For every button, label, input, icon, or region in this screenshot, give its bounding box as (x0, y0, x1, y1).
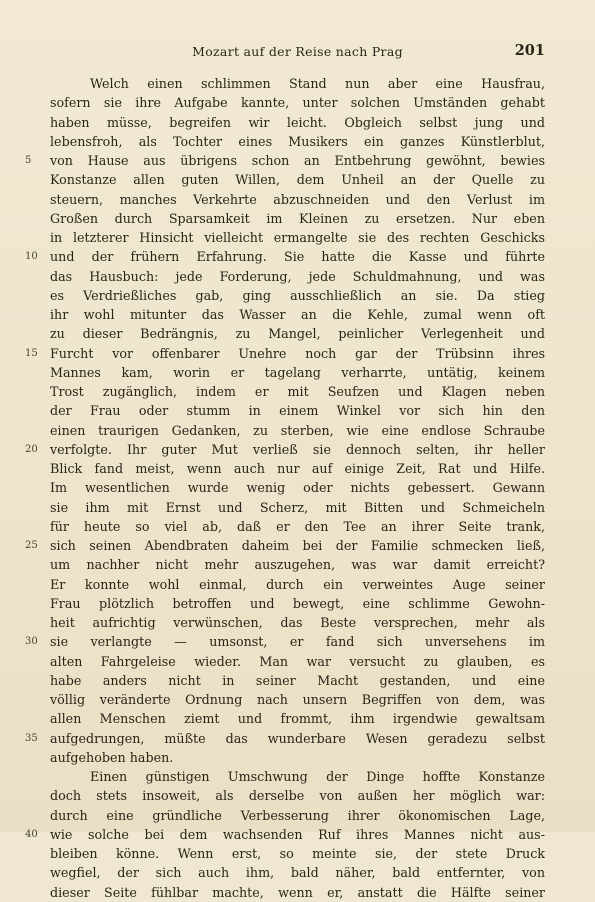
text-line: heit aufrichtig verwünschen, das Beste versprechen, mehr als (50, 615, 545, 630)
body-text (25, 74, 545, 902)
text-line: allen Menschen ziemt und frommt, ihm irgendwie gewaltsam (50, 711, 545, 727)
text-line: bleiben könne. Wenn erst, so meinte sie, der stete Druck (50, 846, 545, 861)
text-line: aufgehoben haben. (50, 749, 174, 765)
text-line: Einen günstigen Umschwung der Dinge hoffte Konstanze (90, 769, 545, 784)
text-line: der Frau oder stumm in einem Winkel vor sich hin den (50, 403, 545, 419)
text-line: 15 Furcht vor offenbarer Unehre noch gar der Trübsinn ihres (50, 344, 545, 363)
text-line: Er konnte wohl einmal, durch ein verweintes Auge seiner (50, 576, 545, 592)
text-line: doch stets insoweit, als derselbe von außen her möglich war: (50, 788, 545, 804)
text-line: Konstanze allen guten Willen, dem Unheil an der Quelle zu (50, 172, 545, 188)
text-line: Welch einen schlimmen Stand nun aber eine Hausfrau, (90, 76, 545, 91)
line-number: 35 (25, 732, 38, 744)
text-line: in letzterer Hinsicht vielleicht ermangelte sie des rechten Geschicks (50, 230, 545, 245)
line-number: 25 (25, 540, 38, 551)
text-line: haben müsse, begreifen wir leicht. Obgleich selbst jung und (50, 114, 545, 130)
text-line: lebensfroh, als Tochter eines Musikers ein ganzes Künstlerblut, (50, 133, 545, 149)
line-number: 5 (25, 155, 32, 166)
text-line: für heute so viel ab, daß er den Tee an ihrer Seite trank, (50, 518, 545, 534)
text-line: es Verdrießliches gab, ging ausschließlich an sie. Da stieg (50, 287, 545, 303)
text-line: 5 von Hause aus übrigens schon an Entbehrung gewöhnt, bewies (50, 151, 545, 170)
text-line: dieser Seite fühlbar machte, wenn er, anstatt die Hälfte seiner (50, 884, 545, 900)
text-line: Blick fand meist, wenn auch nur auf einige Zeit, Rat und Hilfe. (50, 461, 545, 476)
text-line: 10 und der frühern Erfahrung. Sie hatte die Kasse und führte (50, 247, 545, 266)
text-line: sie ihm mit Ernst und Scherz, mit Bitten und Schmeicheln (50, 499, 545, 515)
text-line: völlig veränderte Ordnung nach unsern Begriffen von dem, was (50, 692, 545, 707)
text-line: habe anders nicht in seiner Macht gestanden, und eine (50, 672, 545, 688)
text-line: 35 aufgedrungen, müßte das wunderbare Wesen geradezu selbst (50, 729, 545, 748)
text-line: Trost zugänglich, indem er mit Seufzen und Klagen neben (50, 384, 545, 399)
text-line: 20 verfolgte. Ihr guter Mut verließ sie dennoch selten, ihr heller (50, 440, 545, 459)
line-number: 20 (25, 443, 38, 455)
text-line: alten Fahrgeleise wieder. Man war versucht zu glauben, es (50, 653, 545, 669)
text-line: ihr wohl mitunter das Wasser an die Kehle, zumal wenn oft (50, 307, 545, 322)
line-number: 10 (25, 251, 38, 263)
text-line: das Hausbuch: jede Forderung, jede Schuldmahnung, und was (50, 268, 545, 284)
text-line: durch eine gründliche Verbesserung ihrer ökonomischen Lage, (50, 807, 545, 823)
text-line: um nachher nicht mehr auszugehen, was war damit erreicht? (50, 557, 545, 573)
text-line: Frau plötzlich betroffen und bewegt, eine schlimme Gewohn- (50, 595, 545, 611)
page-number: 201 (514, 42, 545, 59)
text-line: Großen durch Sparsamkeit im Kleinen zu ersetzen. Nur eben (50, 210, 545, 226)
page-header (50, 42, 545, 62)
line-number: 15 (25, 347, 38, 359)
text-line: sofern sie ihre Aufgabe kannte, unter solchen Umständen gehabt (50, 95, 545, 111)
text-line: einen traurigen Gedanken, zu sterben, wie eine endlose Schraube (50, 422, 545, 438)
text-line: zu dieser Bedrängnis, zu Mangel, peinlicher Verlegenheit und (50, 326, 545, 342)
line-number: 30 (25, 636, 38, 648)
text-line: Mannes kam, worin er tagelang verharrte, untätig, keinem (50, 364, 545, 380)
text-line: Im wesentlichen wurde wenig oder nichts gebessert. Gewann (50, 480, 545, 496)
text-line: 25 sich seinen Abendbraten daheim bei der Familie schmecken ließ, (50, 536, 545, 555)
text-line: wegfiel, der sich auch ihm, bald näher, bald entfernter, von (50, 865, 545, 881)
text-line: steuern, manches Verkehrte abzuschneiden und den Verlust im (50, 191, 545, 207)
text-line: 40 wie solche bei dem wachsenden Ruf ihres Mannes nicht aus- (50, 825, 545, 844)
text-line: 30 sie verlangte — umsonst, er fand sich unversehens im (50, 632, 545, 651)
line-number: 40 (25, 828, 38, 840)
running-head: Mozart auf der Reise nach Prag (192, 44, 403, 59)
